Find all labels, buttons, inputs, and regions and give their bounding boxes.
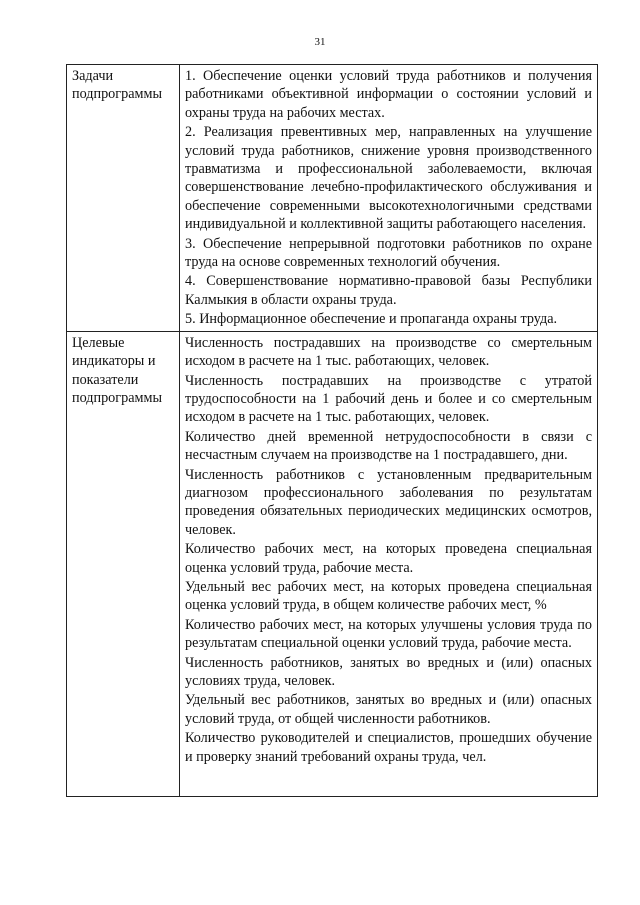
page-number: 31: [314, 36, 326, 48]
row-content-indicators: [180, 331, 598, 796]
table-row: [67, 331, 598, 796]
indicator-item: Численность работников с установленным предварительным диагнозом профессионального заболевания по результатам проведения обязательных периодических медицинских осмотров, человек.: [185, 466, 592, 538]
indicator-item: Удельный вес работников, занятых во вредных и (или) опасных условий труда, от общей численности работников.: [185, 692, 592, 727]
row-label-tasks: Задачи подпрограммы: [67, 65, 180, 332]
indicator-item: Численность пострадавших на производстве с утратой трудоспособности на 1 рабочий день и более и со смертельным исходом в расчете на 1 тыс. работающих, человек.: [185, 372, 592, 426]
indicator-item: Количество рабочих мест, на которых проведена специальная оценка условий труда, рабочие места.: [185, 541, 592, 576]
task-item: 3. Обеспечение непрерывной подготовки работников по охране труда на основе современных технологий обучения.: [185, 235, 592, 271]
indicator-item: Количество дней временной нетрудоспособности в связи с несчастным случаем на производстве на 1 пострадавшего, дни.: [185, 428, 592, 464]
row-content-tasks: [180, 65, 598, 332]
program-table: [66, 64, 598, 797]
cell-spacer: [185, 766, 592, 794]
task-item: 1. Обеспечение оценки условий труда работников и получения работниками объективной информации о состоянии условий и охраны труда на рабочих местах.: [185, 68, 592, 121]
indicator-item: Количество рабочих мест, на которых улучшены условия труда по результатам специальной оценки условий труда, рабочие места.: [185, 616, 592, 652]
task-item: 4. Совершенствование нормативно-правовой базы Республики Калмыкия в области охраны труда.: [185, 273, 592, 308]
indicator-item: Численность работников, занятых во вредных и (или) опасных условиях труда, человек.: [185, 654, 592, 689]
table-row: [67, 65, 598, 332]
row-label-indicators: Целевые индикаторы и показатели подпрограммы: [67, 331, 180, 796]
indicator-item: Численность пострадавших на производстве со смертельным исходом в расчете на 1 тыс. работающих, человек.: [185, 334, 592, 370]
indicator-item: Количество руководителей и специалистов, прошедших обучение и проверку знаний требований охраны труда, чел.: [185, 730, 592, 765]
task-item: 2. Реализация превентивных мер, направленных на улучшение условий труда работников, снижение уровня производственного травматизма и профессиональной заболеваемости, включая совершенствование лечебно-профилактического обслуживания и обеспечение современными высокотехнологичными средствами индивидуальной и коллективной защиты работающего населения.: [185, 124, 592, 233]
indicator-item: Удельный вес рабочих мест, на которых проведена специальная оценка условий труда, в общем количестве рабочих мест, %: [185, 578, 592, 614]
task-item: 5. Информационное обеспечение и пропаганда охраны труда.: [185, 311, 558, 328]
